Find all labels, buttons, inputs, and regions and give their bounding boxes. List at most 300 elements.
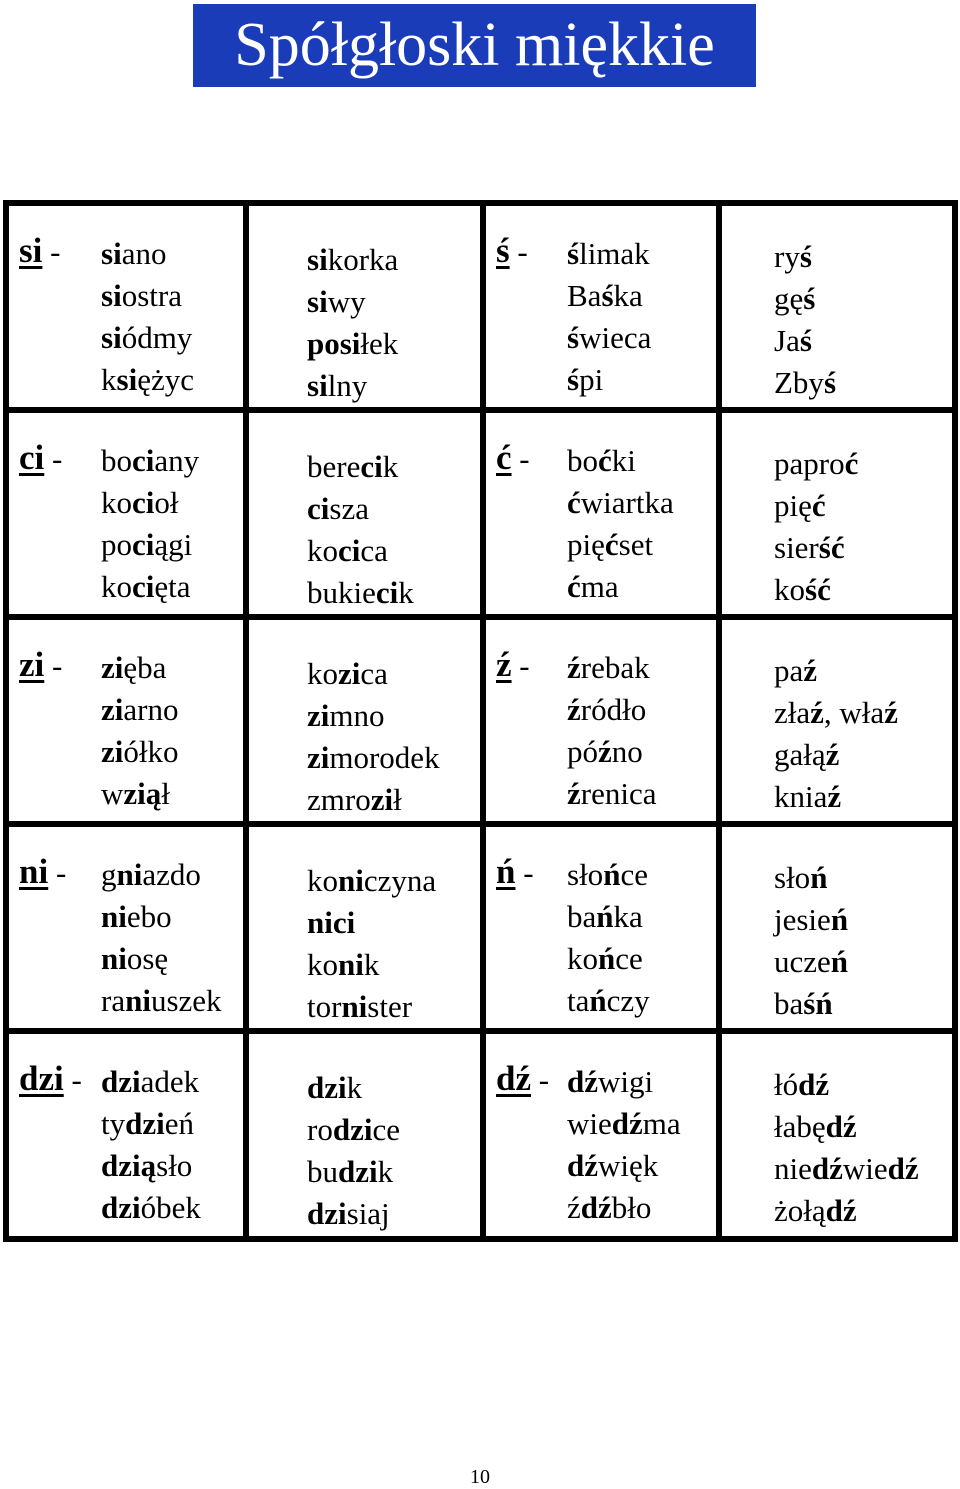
word-part: wy <box>327 284 366 319</box>
label-dash: - <box>509 234 528 269</box>
word <box>774 527 858 569</box>
word-part: ko <box>307 863 338 898</box>
soft-consonant: ć <box>811 488 826 523</box>
soft-consonant: dź <box>567 1064 598 1099</box>
word-part: lny <box>327 368 368 403</box>
word <box>307 902 436 944</box>
word <box>307 1109 400 1151</box>
word <box>567 1187 681 1229</box>
soft-consonant: ni <box>101 941 127 976</box>
word-part: tor <box>307 989 342 1024</box>
soft-consonant: si <box>307 242 328 277</box>
soft-consonant: dzi <box>338 1154 378 1189</box>
label-dash: - <box>515 855 534 890</box>
word <box>567 566 674 608</box>
word <box>567 359 651 401</box>
word-part: ka <box>613 899 643 934</box>
word <box>567 1103 681 1145</box>
word-part: set <box>618 527 654 562</box>
table-cell <box>6 203 246 410</box>
soft-consonant: ń <box>830 944 849 979</box>
word <box>567 275 651 317</box>
word <box>307 530 414 572</box>
soft-consonant: ci <box>307 491 330 526</box>
word-part: ółko <box>123 734 179 769</box>
soft-consonant: ci <box>132 527 155 562</box>
word-list <box>307 446 414 614</box>
soft-consonant: zi <box>370 782 394 817</box>
word <box>774 1106 919 1148</box>
soft-consonant: zi <box>307 740 330 775</box>
soft-consonant: ć <box>567 569 581 604</box>
label-dash: - <box>511 648 530 683</box>
word <box>774 1190 919 1232</box>
word-part: sło <box>774 860 811 895</box>
word <box>307 1067 400 1109</box>
word-part: osę <box>126 941 169 976</box>
word-part: bu <box>307 1154 338 1189</box>
word <box>567 1145 681 1187</box>
soft-consonant: ń <box>589 983 607 1018</box>
word <box>774 776 898 818</box>
word <box>101 359 194 401</box>
word-part: óbek <box>140 1190 201 1225</box>
word <box>774 941 848 983</box>
word <box>567 440 674 482</box>
soft-consonant: dzi <box>332 1112 373 1147</box>
soft-consonant: posi <box>307 326 361 361</box>
word <box>101 773 179 815</box>
table-cell <box>6 410 246 617</box>
word-part: łabę <box>774 1109 826 1144</box>
consonant-key: dzi <box>19 1059 64 1098</box>
word-part: sier <box>774 530 819 565</box>
consonant-key: ź <box>496 645 512 684</box>
word-part: ęba <box>123 650 167 685</box>
soft-consonant: ź <box>825 737 840 772</box>
table-cell <box>6 824 246 1031</box>
word-part: łó <box>774 1067 799 1102</box>
consonant-label <box>19 437 62 480</box>
word-part: pa <box>774 653 804 688</box>
word-part: azdo <box>142 857 201 892</box>
word-part: ki <box>611 443 636 478</box>
word <box>307 1193 400 1235</box>
label-dash: - <box>48 855 67 890</box>
word-list <box>567 647 656 815</box>
word-part: siaj <box>346 1196 390 1231</box>
word-part: wie <box>567 1106 612 1141</box>
word <box>101 938 222 980</box>
word <box>774 569 858 611</box>
word-part: ebo <box>126 899 172 934</box>
word <box>101 482 199 524</box>
word <box>774 443 858 485</box>
word-part: ry <box>774 239 800 274</box>
word-part: ko <box>567 941 598 976</box>
soft-consonant: zi <box>307 698 330 733</box>
soft-consonant: ć <box>604 527 619 562</box>
soft-consonant: ź <box>567 650 581 685</box>
word <box>307 653 440 695</box>
word <box>567 482 674 524</box>
word <box>307 572 414 614</box>
word-part: ca <box>360 533 388 568</box>
table-cell <box>6 1031 246 1239</box>
word <box>101 689 179 731</box>
soft-consonant: zi <box>338 656 361 691</box>
soft-consonant: ń <box>810 860 828 895</box>
word <box>307 446 414 488</box>
word <box>307 860 436 902</box>
word-part: ce <box>620 857 648 892</box>
word <box>774 278 836 320</box>
word <box>101 317 194 359</box>
word-part: ty <box>101 1106 126 1141</box>
word-part: czyna <box>363 863 437 898</box>
word-list <box>101 647 179 815</box>
word-part: ster <box>367 989 413 1024</box>
word-part: ba <box>774 986 804 1021</box>
word <box>567 524 674 566</box>
soft-consonant: ź <box>567 692 581 727</box>
word <box>307 944 436 986</box>
word-part: ostra <box>121 278 182 313</box>
word <box>774 899 848 941</box>
word <box>101 647 179 689</box>
word-part: wie <box>842 1151 888 1186</box>
word-part: gę <box>774 281 804 316</box>
word <box>101 566 199 608</box>
word-part: żołą <box>774 1193 826 1228</box>
word-part: wigi <box>598 1064 654 1099</box>
consonant-label <box>19 1058 82 1101</box>
table-cell <box>483 1031 719 1239</box>
soft-consonant: zi <box>101 650 124 685</box>
page-title: Spółgłoski miękkie <box>193 4 756 87</box>
soft-consonant: ń <box>830 902 849 937</box>
word-list <box>567 440 674 608</box>
label-dash: - <box>42 234 61 269</box>
soft-consonant: ci <box>338 533 361 568</box>
soft-consonant: si <box>101 320 122 355</box>
word-list <box>567 1061 681 1229</box>
word-part: k <box>398 575 414 610</box>
word <box>101 854 222 896</box>
word-part: bukie <box>307 575 376 610</box>
soft-consonant: ś <box>803 281 816 316</box>
consonant-label <box>496 644 530 687</box>
soft-consonant: dź <box>887 1151 919 1186</box>
consonant-key: ń <box>496 852 516 891</box>
word-part: sza <box>329 491 369 526</box>
soft-consonant: dzią <box>101 1148 157 1183</box>
word-list <box>567 233 651 401</box>
soft-consonant: ci <box>132 443 155 478</box>
word-part: wieca <box>579 320 652 355</box>
word <box>567 773 656 815</box>
table-cell <box>483 410 719 617</box>
table-cell <box>719 824 955 1031</box>
word-part: ródło <box>580 692 647 727</box>
word-part: bo <box>567 443 598 478</box>
word <box>307 779 440 821</box>
word-list <box>101 854 222 1022</box>
word-part: ce <box>615 941 643 976</box>
soft-consonant: ni <box>338 863 364 898</box>
label-dash: - <box>44 441 63 476</box>
word-part: ódmy <box>121 320 193 355</box>
word <box>774 983 848 1025</box>
word-part: wiartka <box>580 485 674 520</box>
soft-consonant: si <box>307 284 328 319</box>
word-part: no <box>611 734 643 769</box>
word-part: więk <box>598 1148 659 1183</box>
soft-consonant: ś <box>567 236 580 271</box>
soft-consonant: ni <box>307 905 333 940</box>
soft-consonant: ć <box>598 443 612 478</box>
word-part: ucze <box>774 944 831 979</box>
word-part: ągi <box>154 527 193 562</box>
word-part: ba <box>567 899 597 934</box>
word <box>774 734 898 776</box>
word-part: ężyc <box>137 362 194 397</box>
word <box>774 857 848 899</box>
consonant-key: zi <box>19 645 45 684</box>
table-cell <box>719 1031 955 1239</box>
word <box>101 1145 201 1187</box>
word-part: Ja <box>774 323 800 358</box>
word-part: pię <box>567 527 605 562</box>
consonant-label <box>496 851 534 894</box>
word-part: Zby <box>774 365 824 400</box>
word <box>774 650 898 692</box>
word-part: ko <box>307 533 338 568</box>
word-part: bło <box>611 1190 652 1225</box>
word-part: limak <box>579 236 650 271</box>
word-part: ka <box>613 278 643 313</box>
soft-consonant: ni <box>125 983 151 1018</box>
word <box>774 362 836 404</box>
soft-consonant: dzi <box>307 1070 347 1105</box>
word-part: ca <box>360 656 388 691</box>
word <box>567 1061 681 1103</box>
word-part: ł <box>393 782 402 817</box>
soft-consonant: si <box>101 278 122 313</box>
soft-consonant: dź <box>825 1109 857 1144</box>
soft-consonant: ś <box>567 362 580 397</box>
table-cell <box>246 1031 483 1239</box>
word-part: ta <box>567 983 590 1018</box>
word-part: morodek <box>329 740 440 775</box>
soft-consonant: ś <box>803 986 816 1021</box>
word-part: bere <box>307 449 361 484</box>
table-cell <box>719 203 955 410</box>
word-list <box>307 653 440 821</box>
label-dash: - <box>44 648 63 683</box>
word-part: k <box>101 362 117 397</box>
word <box>307 323 398 365</box>
consonant-key: si <box>19 231 43 270</box>
table-cell <box>483 203 719 410</box>
word-part: w <box>101 776 124 811</box>
word-list <box>101 233 194 401</box>
table-cell <box>246 203 483 410</box>
word <box>101 1103 201 1145</box>
table-cell <box>246 410 483 617</box>
consonant-label <box>19 230 60 273</box>
soft-consonant: ź <box>567 776 581 811</box>
word-list <box>567 854 650 1022</box>
word <box>567 689 656 731</box>
soft-consonant: zi <box>101 734 124 769</box>
soft-consonant: dzi <box>125 1106 165 1141</box>
table-cell <box>483 824 719 1031</box>
soft-consonant: ść <box>805 572 831 607</box>
word-part: łek <box>360 326 399 361</box>
word <box>307 281 398 323</box>
consonant-label <box>496 437 530 480</box>
word-part: pó <box>567 734 598 769</box>
word-part: ł <box>161 776 170 811</box>
word-part: ko <box>307 947 338 982</box>
word-part: ra <box>101 983 126 1018</box>
word-part: eń <box>164 1106 195 1141</box>
word <box>567 731 656 773</box>
word-part: any <box>154 443 200 478</box>
label-dash: - <box>531 1062 550 1097</box>
word <box>101 980 222 1022</box>
word <box>307 239 398 281</box>
word <box>307 365 398 407</box>
soft-consonant: ć <box>844 446 859 481</box>
consonant-label <box>496 1058 549 1101</box>
consonant-key: ci <box>19 438 45 477</box>
word-part: papro <box>774 446 845 481</box>
word-part: k <box>363 947 380 982</box>
word <box>567 896 650 938</box>
word-part: uszek <box>150 983 222 1018</box>
soft-consonant: si <box>101 236 122 271</box>
word <box>307 1151 400 1193</box>
soft-consonant: ź <box>803 653 818 688</box>
soft-consonant: dź <box>611 1106 643 1141</box>
word <box>567 980 650 1022</box>
word <box>567 233 651 275</box>
word <box>567 938 650 980</box>
consonant-key: ni <box>19 852 49 891</box>
word <box>774 485 858 527</box>
soft-consonant: ń <box>598 941 616 976</box>
word-part: ko <box>101 569 132 604</box>
consonant-label <box>19 851 66 894</box>
word <box>774 1064 919 1106</box>
word-part: ro <box>307 1112 333 1147</box>
word-part: ko <box>307 656 338 691</box>
word <box>774 236 836 278</box>
word <box>101 1187 201 1229</box>
table-cell <box>246 824 483 1031</box>
consonant-key: dź <box>496 1059 531 1098</box>
word-part: ano <box>121 236 167 271</box>
soft-consonant: ś <box>601 278 614 313</box>
soft-consonant: ni <box>341 989 368 1024</box>
consonant-key: ś <box>496 231 510 270</box>
soft-consonant: ś <box>823 365 837 400</box>
consonant-key: ć <box>496 438 512 477</box>
soft-consonant: dź <box>567 1148 598 1183</box>
word-part: zła <box>774 695 811 730</box>
word-part: bo <box>101 443 132 478</box>
table-cell <box>6 617 246 824</box>
word <box>101 275 194 317</box>
soft-consonant: ś <box>799 239 812 274</box>
word-part: ź <box>567 1190 581 1225</box>
word <box>307 986 436 1028</box>
soft-consonant: dź <box>811 1151 843 1186</box>
word <box>307 695 440 737</box>
soft-consonant: ni <box>101 899 127 934</box>
word-part: oł <box>154 485 179 520</box>
label-dash: - <box>63 1062 82 1097</box>
word <box>101 233 194 275</box>
word-part: k <box>346 1070 363 1105</box>
word <box>774 320 836 362</box>
word-part: nie <box>774 1151 812 1186</box>
label-dash: - <box>511 441 530 476</box>
consonant-label <box>496 230 528 273</box>
consonant-label <box>19 644 62 687</box>
word-part: k <box>382 449 399 484</box>
word-part: ma <box>642 1106 681 1141</box>
word-part: pi <box>579 362 604 397</box>
word-part: ma <box>580 569 619 604</box>
word-list <box>307 1067 400 1235</box>
word-list <box>774 857 848 1025</box>
soft-consonant: zią <box>123 776 162 811</box>
table-cell <box>483 617 719 824</box>
soft-consonant: ci <box>375 575 399 610</box>
word <box>307 737 440 779</box>
word-part: rebak <box>580 650 650 685</box>
word-part: arno <box>123 692 179 727</box>
soft-consonant: ń <box>815 986 833 1021</box>
soft-consonant: dzi <box>101 1064 141 1099</box>
soft-consonant: dź <box>580 1190 612 1225</box>
soft-consonant: dzi <box>307 1196 347 1231</box>
word <box>101 524 199 566</box>
soft-consonant: dź <box>825 1193 857 1228</box>
word-part: knia <box>774 779 828 814</box>
word-part: czy <box>606 983 650 1018</box>
word-list <box>774 1064 919 1232</box>
word <box>774 1148 919 1190</box>
word-part: pię <box>774 488 812 523</box>
soft-consonant: ć <box>567 485 581 520</box>
word-part: korka <box>327 242 399 277</box>
soft-consonant: ść <box>818 530 845 565</box>
word-part: ko <box>774 572 805 607</box>
word-list <box>307 239 398 407</box>
word-list <box>101 440 199 608</box>
consonant-table <box>3 200 958 1242</box>
word-part: gałą <box>774 737 826 772</box>
soft-consonant: ni <box>116 857 143 892</box>
soft-consonant: ni <box>338 947 364 982</box>
word-part: , wła <box>823 695 885 730</box>
soft-consonant: ź <box>810 695 824 730</box>
soft-consonant: dzi <box>101 1190 141 1225</box>
